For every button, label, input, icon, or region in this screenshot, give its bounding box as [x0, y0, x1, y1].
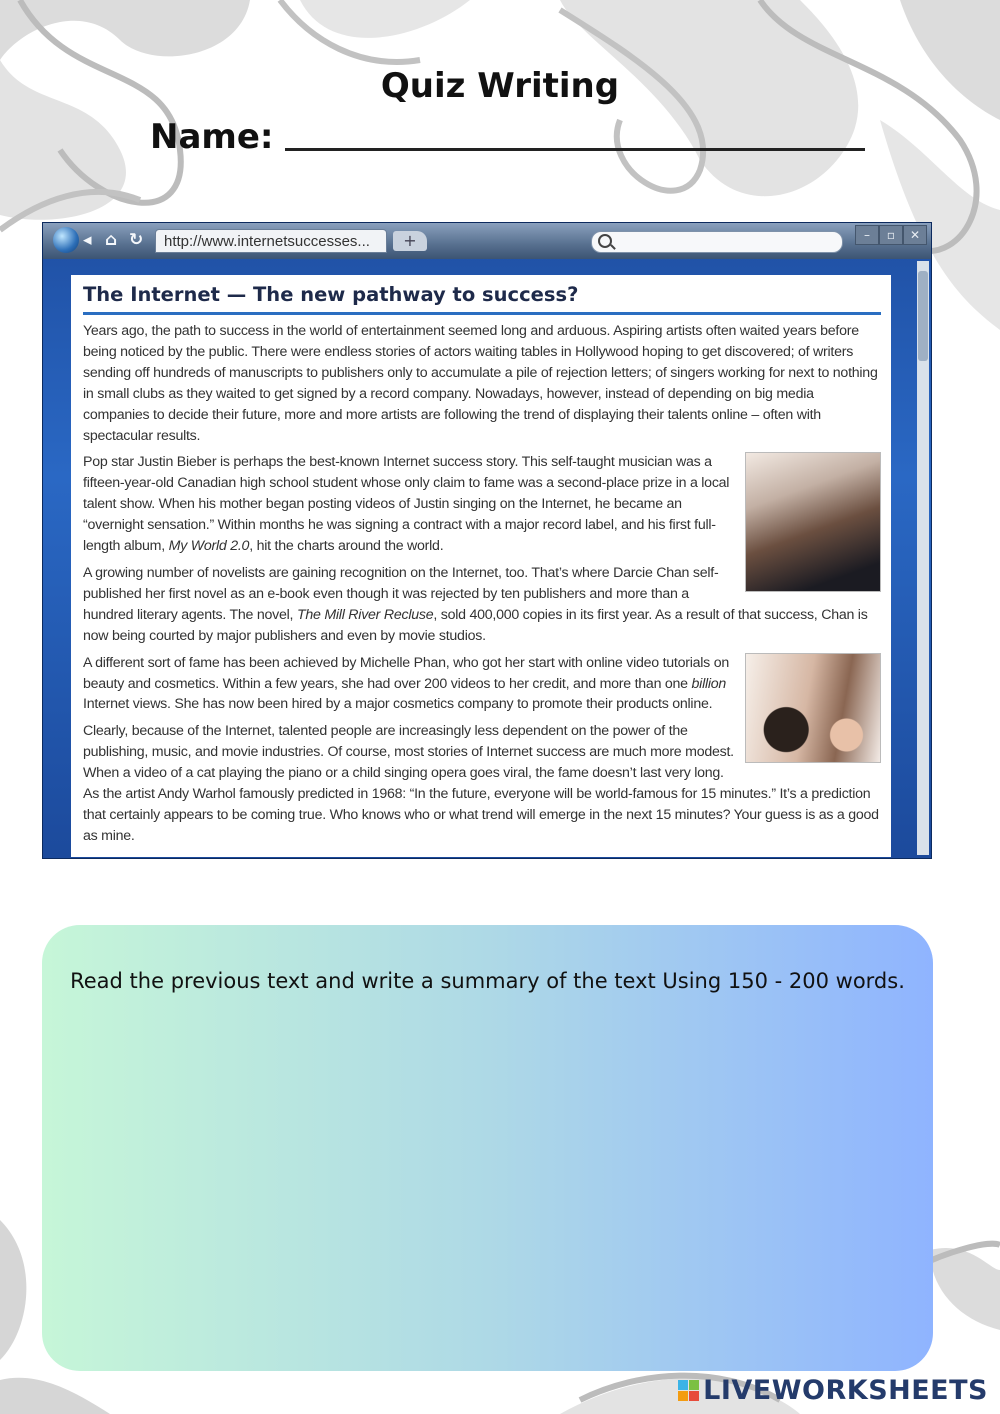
- article-paragraph-3-text: A growing number of novelists are gaining recognition on the Internet, too. That’s where Darcie Chan self-published her first novel as an e-book even though it was rejected by ten publishers and more than a hundred literary agents. The novel,: [83, 564, 719, 623]
- article-title: The Internet — The new pathway to success?: [83, 283, 881, 315]
- close-icon[interactable]: ✕: [903, 225, 927, 245]
- article-paragraph-2-end: , hit the charts around the world.: [249, 538, 444, 555]
- search-input[interactable]: [591, 231, 843, 253]
- article-paragraph-4-text: A different sort of fame has been achieved by Michelle Phan, who got her start with online video tutorials on beauty and cosmetics. Within a few years, she had over 200 videos to her credit, and more than one: [83, 654, 729, 692]
- cosmetics-photo: [745, 653, 881, 763]
- minimize-icon[interactable]: –: [855, 225, 879, 245]
- task-instruction: Read the previous text and write a summary of the text Using 150 - 200 words.: [70, 969, 905, 993]
- article-paragraph-2: [83, 452, 881, 557]
- new-tab-button[interactable]: +: [393, 231, 427, 251]
- summary-answer-box[interactable]: [42, 925, 933, 1371]
- page-title: Quiz Writing: [380, 66, 620, 106]
- article-paragraph-3-end: , sold 400,000 copies in its first year. As a result of that success, Chan is now being courted by major publishers and even by movie studios.: [83, 606, 868, 644]
- name-row: [150, 115, 865, 159]
- singer-photo: [745, 452, 881, 592]
- name-label: Name:: [150, 117, 274, 157]
- novel-title: The Mill River Recluse: [296, 606, 434, 623]
- refresh-icon[interactable]: ↻: [129, 230, 144, 250]
- back-icon[interactable]: ◂: [83, 230, 92, 250]
- logo-text: LIVEWORKSHEETS: [703, 1375, 988, 1406]
- home-icon[interactable]: ⌂: [105, 230, 118, 250]
- article-paragraph-2-text: Pop star Justin Bieber is perhaps the best-known Internet success story. This self-taught musician was a fifteen-year-old Canadian high school student whose only claim to fame was a second-place prize in a local talent show. When his mother began posting videos of Justin singing on the Internet, he became an “overnight sensation.” Within months he was signing a contract with a major record label, and his first full-length album,: [83, 454, 730, 555]
- maximize-icon[interactable]: ▫: [879, 225, 903, 245]
- article-paragraph-1: Years ago, the path to success in the world of entertainment seemed long and arduous. Aspiring artists often waited years before being noticed by the public. There were endless stories of actors waiting tables in Hollywood hoping to get discovered; of writers sending off hundreds of manuscripts to publishers only to accumulate a pile of rejection letters; of singers working for next to nothing in small clubs as they waited to get signed by a record company. Nowadays, however, instead of depending on big media companies to decide their future, more and more artists are following the trend of displaying their talents online – often with spectacular results.: [83, 323, 878, 444]
- logo-icon: [678, 1380, 700, 1402]
- billion-word: billion: [691, 675, 727, 692]
- liveworksheets-logo: [678, 1375, 988, 1406]
- scrollbar[interactable]: [917, 261, 929, 855]
- address-bar[interactable]: http://www.internetsuccesses...: [155, 229, 387, 253]
- globe-icon: [53, 227, 79, 253]
- article-paragraph-4-end: Internet views. She has now been hired by a major cosmetics company to promote their products online.: [83, 696, 713, 713]
- browser-toolbar: [43, 223, 931, 259]
- article-page: [71, 275, 891, 857]
- name-answer-line[interactable]: [285, 148, 865, 151]
- album-title: My World 2.0: [168, 538, 250, 555]
- article-paragraph-4: [83, 653, 881, 716]
- browser-window: [42, 222, 932, 859]
- scrollbar-thumb[interactable]: [918, 271, 928, 361]
- article-paragraph-5: Clearly, because of the Internet, talented people are increasingly less dependent on the power of the publishing, music, and movie industries. Of course, most stories of Internet success are much more modest. When a video of a cat playing the piano or a child singing opera goes viral, the fame doesn’t last very long. As the artist Andy Warhol famously predicted in 1968: “In the future, everyone will be world-famous for 15 minutes.” It’s a prediction that certainly appears to be coming true. Who knows who or what trend will emerge in the next 15 minutes? Your guess is as a good as mine.: [83, 723, 879, 844]
- search-icon: [598, 234, 612, 248]
